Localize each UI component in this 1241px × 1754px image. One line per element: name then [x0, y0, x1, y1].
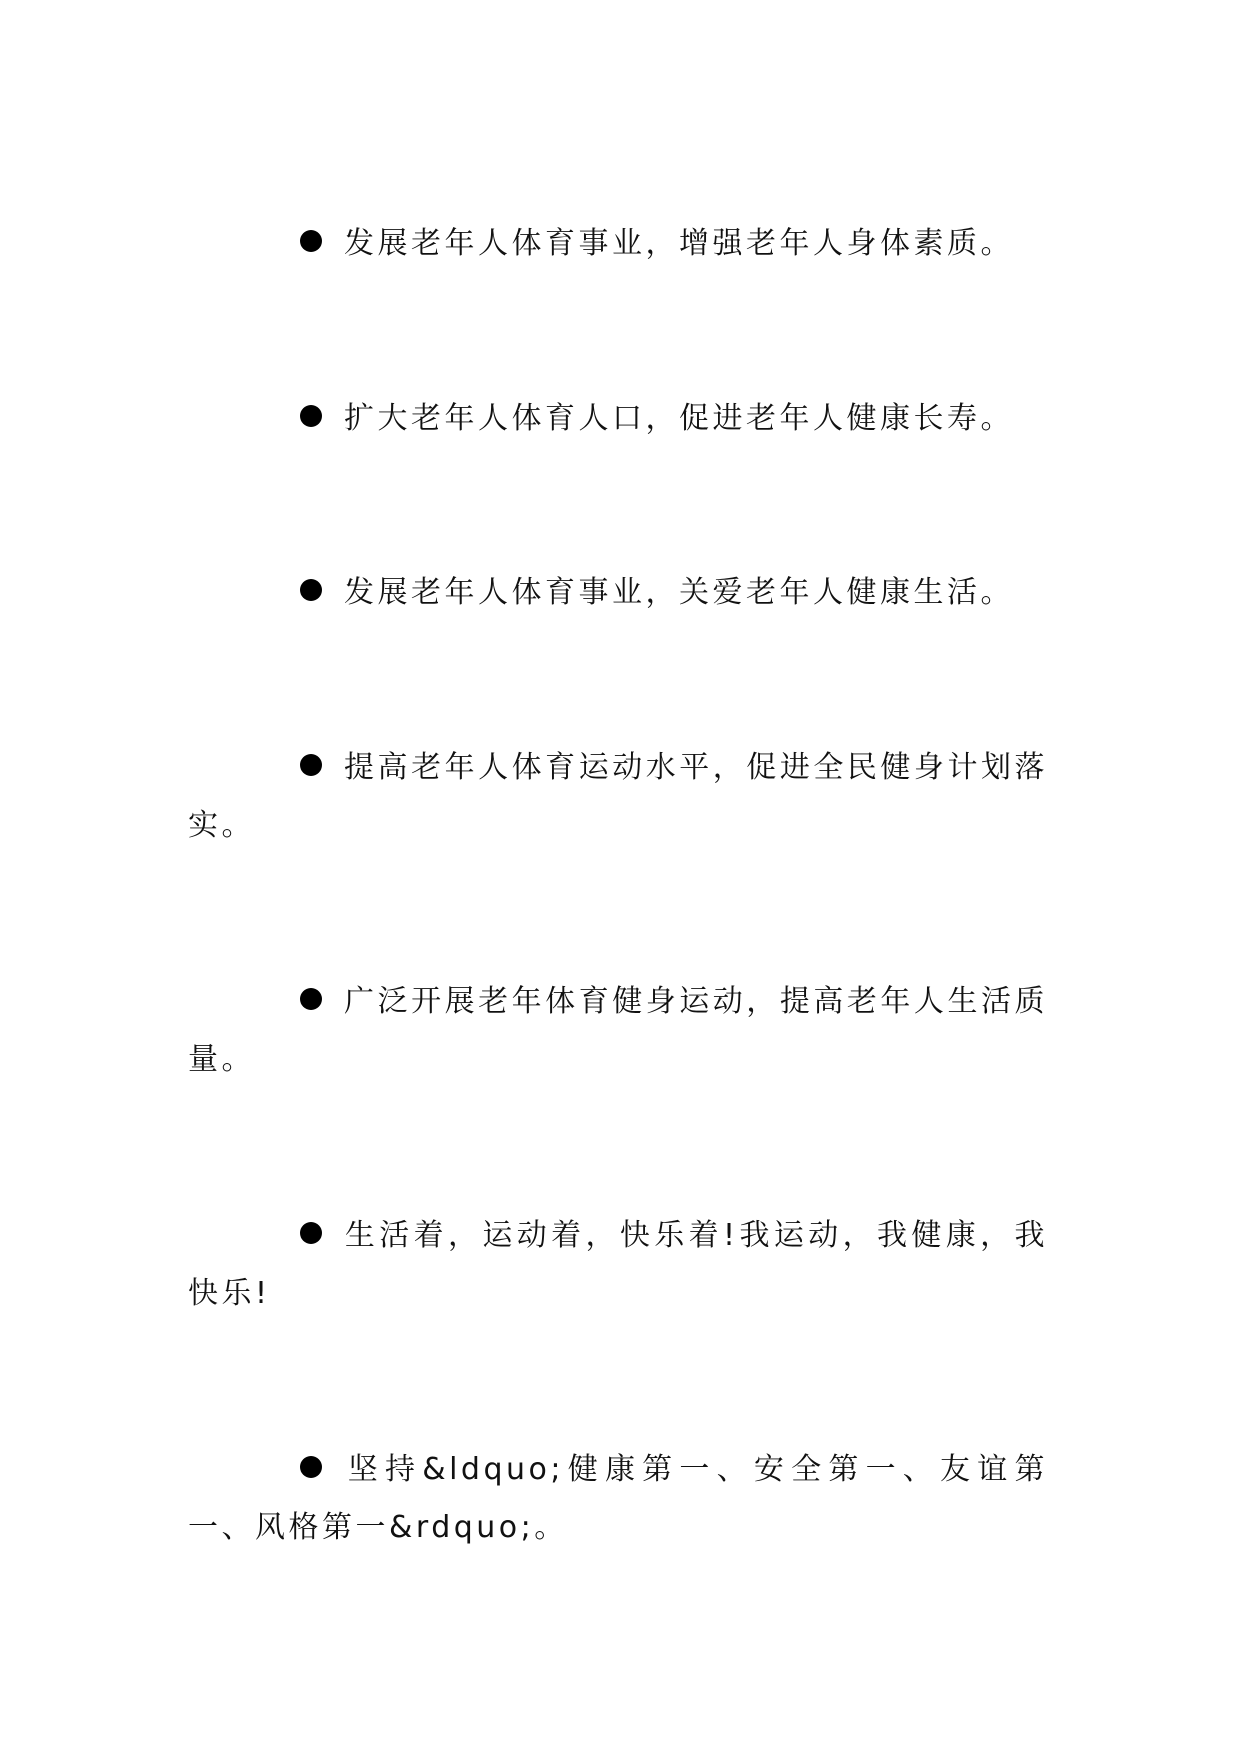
bullet-icon: [300, 988, 322, 1010]
bullet-icon: [300, 579, 322, 601]
slogan-paragraph: [188, 739, 1048, 855]
slogan-paragraph: [188, 1441, 1048, 1557]
slogan-text: 生活着，运动着，快乐着!我运动，我健康，我快乐!: [188, 1218, 1048, 1311]
bullet-icon: [300, 405, 322, 427]
bullet-icon: [300, 1456, 322, 1478]
slogan-paragraph: [188, 390, 1048, 448]
slogan-text: 坚持&ldquo;健康第一、安全第一、友谊第一、风格第一&rdquo;。: [188, 1452, 1048, 1545]
slogan-paragraph: [188, 1207, 1048, 1323]
slogan-paragraph: [188, 564, 1048, 622]
slogan-text: 提高老年人体育运动水平，促进全民健身计划落实。: [188, 750, 1048, 843]
slogan-text: 广泛开展老年体育健身运动，提高老年人生活质量。: [188, 984, 1048, 1077]
slogan-text: 扩大老年人体育人口，促进老年人健康长寿。: [344, 401, 1014, 436]
bullet-icon: [300, 1222, 322, 1244]
slogan-paragraph: [188, 973, 1048, 1089]
bullet-icon: [300, 754, 322, 776]
slogan-paragraph: [188, 215, 1048, 273]
bullet-icon: [300, 230, 322, 252]
slogan-text: 发展老年人体育事业，关爱老年人健康生活。: [344, 575, 1014, 610]
slogan-text: 发展老年人体育事业，增强老年人身体素质。: [344, 226, 1014, 261]
